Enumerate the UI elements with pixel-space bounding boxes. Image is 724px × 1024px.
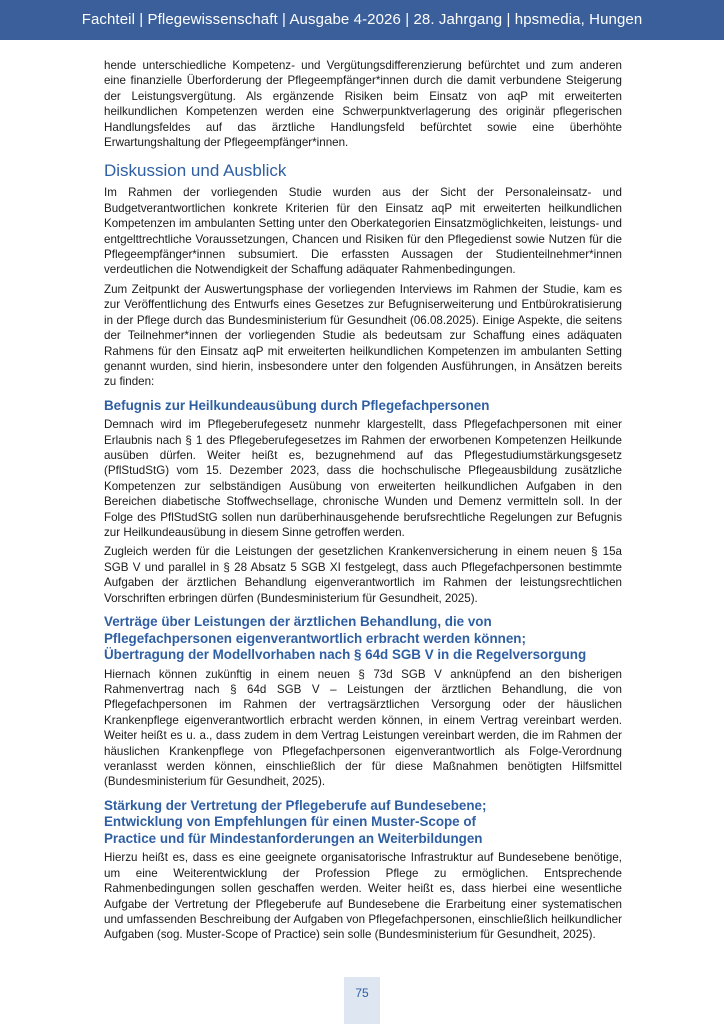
section3-heading-line-1: Stärkung der Vertretung der Pflegeberufe auf Bundesebene;	[104, 797, 487, 813]
page-number: 75	[344, 977, 380, 1024]
section2-paragraph: Hiernach können zukünftig in einem neuen § 73d SGB V anknüpfend an den bisherigen Rahmenvertrag nach § 64d SGB V – Leistungen der ärztlichen Behandlung, die von Pflegefachpersonen im Rahmen der vertragsärztlichen Versorgung oder der häuslichen Krankenpflege eigenverantwortlich erbracht werden können, in einem Vertrag vereinbart werden. Weiter heißt es u. a., dass zudem in dem Vertrag Leistungen vereinbart werden, die im Rahmen der häuslichen Krankenpflege von Pflegefachpersonen eigenverantwortlich als Folge-Verordnung veranlasst werden können, einschließlich der für diese Maßnahmen benötigten Hilfsmittel (Bundesministerium für Gesundheit, 2025).	[104, 667, 622, 789]
section3-heading-line-3: Practice und für Mindestanforderungen an Weiterbildungen	[104, 830, 483, 846]
running-header: Fachteil | Pflegewissenschaft | Ausgabe 4-2026 | 28. Jahrgang | hpsmedia, Hungen	[0, 0, 724, 40]
section2-heading-line-1: Verträge über Leistungen der ärztlichen Behandlung, die von	[104, 614, 492, 630]
section2-heading-line-2: Pflegefachpersonen eigenverantwortlich erbracht werden können;	[104, 630, 526, 646]
article-body	[104, 58, 622, 947]
section3-heading	[104, 798, 622, 848]
discussion-paragraph-2: Zum Zeitpunkt der Auswertungsphase der vorliegenden Interviews im Rahmen der Studie, kam es zur Veröffentlichung des Entwurfs eines Gesetzes zur Befugniserweiterung und Entbürokratisierung in der Pflege durch das Bundesministerium für Gesundheit (06.08.2025). Einige Aspekte, die seitens der Teilnehmer*innen der vorliegenden Studie als bedeutsam zur Schaffung eines adäquaten Rahmens für den Einsatz aqP mit erweiterten heilkundlichen Kompetenzen im ambulanten Setting genannt wurden, sind hierin, insbesondere unter den folgenden Ausführungen, in Ansätzen bereits zu finden:	[104, 282, 622, 389]
intro-paragraph: hende unterschiedliche Kompetenz- und Vergütungsdifferenzierung befürchtet und zum anderen eine finanzielle Überforderung der Pflegeempfänger*innen durch die damit verbundene Steigerung der Leistungsvergütung. Als ergänzende Risiken beim Einsatz von aqP mit erweiterten heilkundlichen Kompetenzen werden eine Schwerpunktverlagerung des originär pflegerischen Handlungsfeldes auf das ärztliche Handlungsfeld befürchtet sowie eine überhöhte Erwartungshaltung der Pflegeempfänger*innen.	[104, 59, 622, 150]
section2-heading	[104, 614, 622, 664]
discussion-heading: Diskussion und Ausblick	[104, 161, 287, 181]
section1-paragraph-2: Zugleich werden für die Leistungen der gesetzlichen Krankenversicherung in einem neuen § 15a SGB V und parallel in § 28 Absatz 5 SGB XI festgelegt, dass auch Pflegefachpersonen bestimmte Aufgaben der ärztlichen Behandlung eigenverantwortlich im Rahmen der leistungsrechtlichen Vorschriften erbringen dürfen (Bundesministerium für Gesundheit, 2025).	[104, 545, 622, 605]
section1-paragraph-1: Demnach wird im Pflegeberufegesetz nunmehr klargestellt, dass Pflegefachpersonen mit einer Erlaubnis nach § 1 des Pflegeberufegesetzes im Rahmen der erworbenen Kompetenzen Heilkunde ausüben dürfen. Weiter heißt es, bezugnehmend auf das Pflegestudiumstärkungsgesetz (PflStudStG) vom 15. Dezember 2023, dass die hochschulische Pflegeausbildung zusätzliche Kompetenzen zur selbständigen Ausübung von erweiterten heilkundlichen Aufgaben in den Bereichen diabetische Stoffwechsellage, chronische Wunden und Demenz vermitteln soll. In der Folge des PflStudStG sollen nun darüberhinausgehende berufsrechtliche Regelungen zur Befugnis zur Heilkundeausübung in diesem Sinne getroffen werden.	[104, 418, 622, 540]
section1-heading: Befugnis zur Heilkundeausübung durch Pflegefachpersonen	[104, 397, 490, 413]
section2-heading-line-3: Übertragung der Modellvorhaben nach § 64d SGB V in die Regelversorgung	[104, 647, 587, 663]
discussion-paragraph-1: Im Rahmen der vorliegenden Studie wurden aus der Sicht der Personaleinsatz- und Budgetverantwortlichen konkrete Kriterien für den Einsatz aqP mit erweiterten heilkundlichen Kompetenzen im ambulanten Setting unter den Oberkategorien Einsatzmöglichkeiten, leistungs- und entgelttrechtliche Voraussetzungen, Chancen und Risiken für den Pflegedienst sowie Nutzen für die Pflegeempfänger*innen subsumiert. Die erfassten Aussagen der Studienteilnehmer*innen verdeutlichen die Notwendigkeit der Schaffung adäquater Rahmenbedingungen.	[104, 186, 622, 277]
section3-paragraph: Hierzu heißt es, dass es eine geeignete organisatorische Infrastruktur auf Bundesebene benötige, um eine Weiterentwicklung der Profession Pflege zu ermöglichen. Entsprechende Rahmenbedingungen sollen geschaffen werden. Weiter heißt es, dass hierbei eine wesentliche Aufgabe der Vertretung der Pflegeberufe auf Bundesebene die Erarbeitung einer systematischen und umfassenden Beschreibung der Aufgaben von Pflegefachpersonen, einschließlich heilkundlicher Aufgaben (sog. Muster-Scope of Practice) sein solle (Bundesministerium für Gesundheit, 2025).	[104, 851, 622, 942]
section3-heading-line-2: Entwicklung von Empfehlungen für einen Muster-Scope of	[104, 814, 476, 830]
